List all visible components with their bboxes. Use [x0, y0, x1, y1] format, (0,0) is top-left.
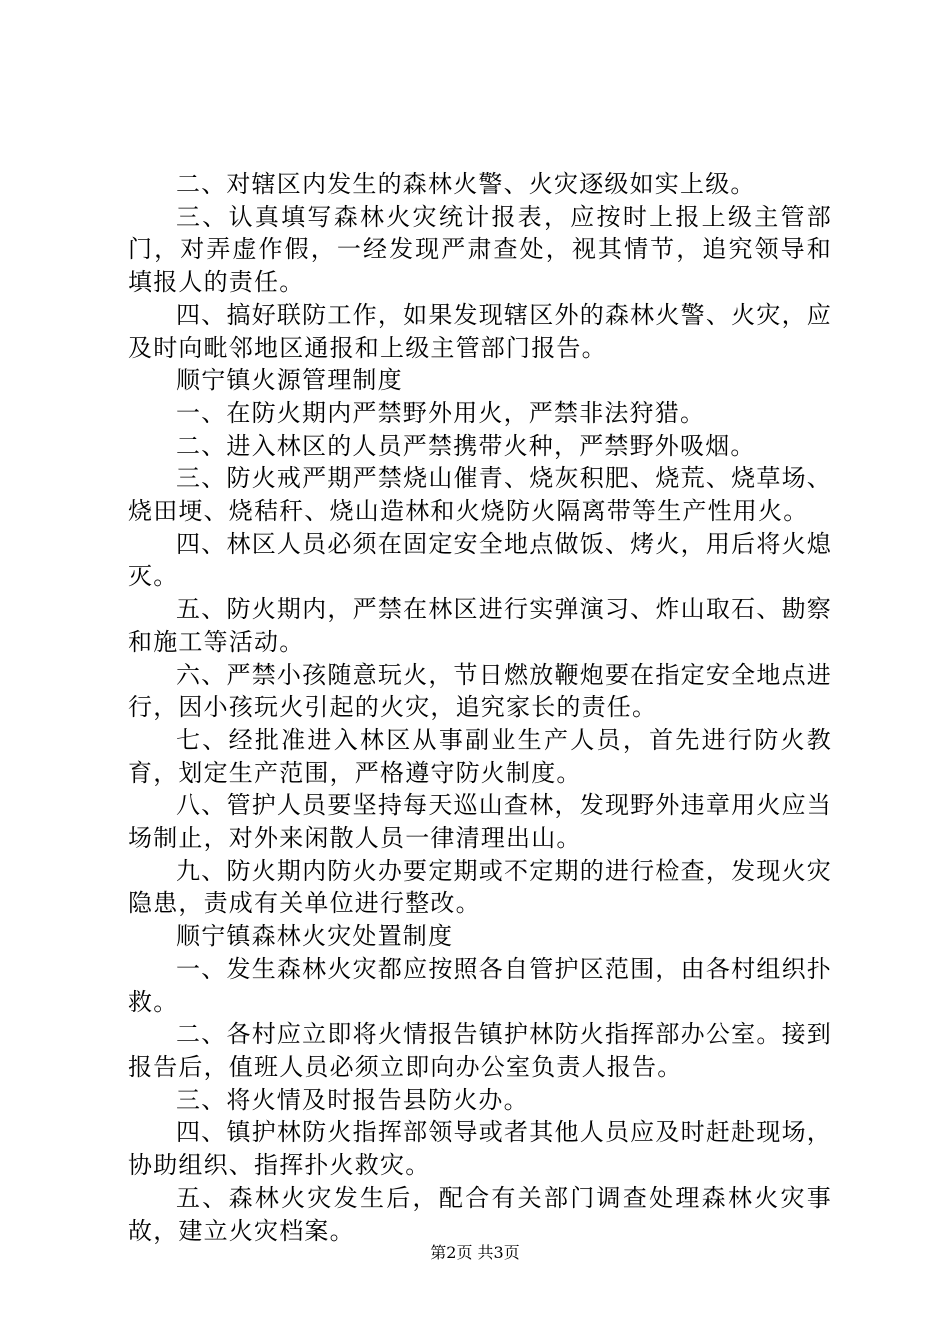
paragraph: 六、严禁小孩随意玩火，节日燃放鞭炮要在指定安全地点进行，因小孩玩火引起的火灾，追究家长的责任。 — [128, 660, 832, 722]
paragraph: 三、将火情及时报告县防火办。 — [176, 1085, 529, 1114]
section-heading: 顺宁镇火源管理制度 — [176, 366, 403, 395]
paragraph: 三、防火戒严期严禁烧山催青、烧灰积肥、烧荒、烧草场、烧田埂、烧秸秆、烧山造林和火烧防火隔离带等生产性用火。 — [128, 464, 832, 526]
paragraph: 九、防火期内防火办要定期或不定期的进行检查，发现火灾隐患，责成有关单位进行整改。 — [128, 856, 832, 918]
paragraph: 八、管护人员要坚持每天巡山查林，发现野外违章用火应当场制止，对外来闲散人员一律清理出山。 — [128, 791, 832, 853]
paragraph: 二、各村应立即将火情报告镇护林防火指挥部办公室。接到报告后，值班人员必须立即向办公室负责人报告。 — [128, 1020, 832, 1081]
document-body — [128, 168, 832, 1247]
paragraph: 三、认真填写森林火灾统计报表，应按时上报上级主管部门，对弄虚作假，一经发现严肃查处，视其情节，追究领导和填报人的责任。 — [128, 202, 832, 297]
paragraph: 二、对辖区内发生的森林火警、火灾逐级如实上级。 — [176, 170, 756, 198]
paragraph: 二、进入林区的人员严禁携带火种，严禁野外吸烟。 — [176, 431, 756, 460]
section-heading: 顺宁镇森林火灾处置制度 — [176, 922, 454, 951]
paragraph: 五、森林火灾发生后，配合有关部门调查处理森林火灾事故，建立火灾档案。 — [128, 1183, 832, 1245]
paragraph: 四、镇护林防火指挥部领导或者其他人员应及时赶赴现场，协助组织、指挥扑火救灾。 — [128, 1118, 832, 1180]
paragraph: 一、在防火期内严禁野外用火，严禁非法狩猎。 — [176, 398, 706, 427]
paragraph: 五、防火期内，严禁在林区进行实弹演习、炸山取石、勘察和施工等活动。 — [128, 595, 832, 656]
page-number-footer: 第2页 共3页 — [430, 1243, 520, 1262]
paragraph: 四、林区人员必须在固定安全地点做饭、烤火，用后将火熄灭。 — [128, 529, 832, 591]
paragraph: 一、发生森林火灾都应按照各自管护区范围，由各村组织扑救。 — [128, 954, 832, 1016]
paragraph: 七、经批准进入林区从事副业生产人员，首先进行防火教育，划定生产范围，严格遵守防火制度。 — [128, 725, 832, 787]
paragraph: 四、搞好联防工作，如果发现辖区外的森林火警、火灾，应及时向毗邻地区通报和上级主管部门报告。 — [128, 300, 832, 362]
